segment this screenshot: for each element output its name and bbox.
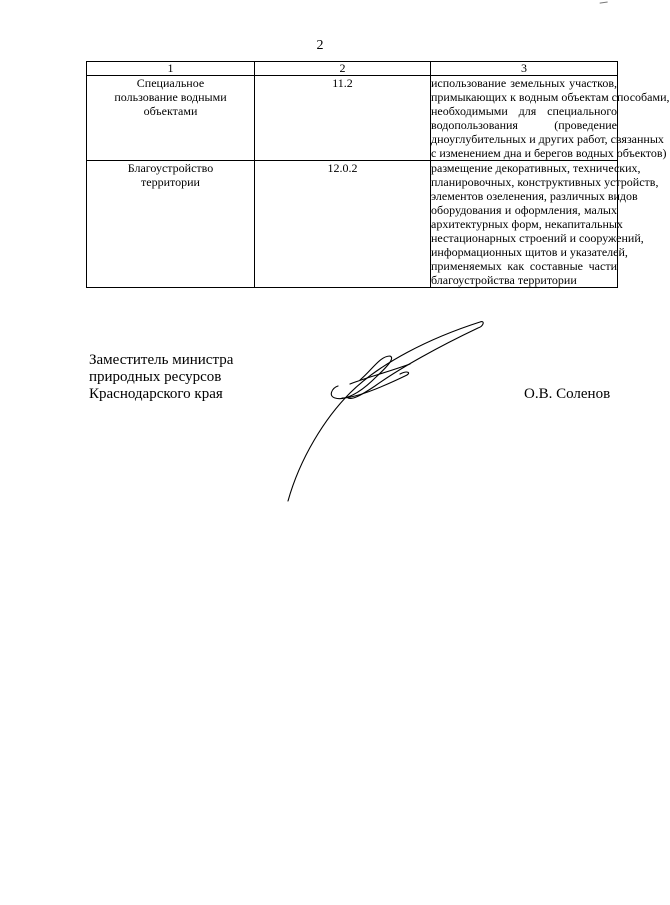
table-row: [87, 161, 618, 288]
signatory-position-line: Краснодарского края: [89, 386, 223, 402]
land-use-name-line: объектами: [143, 104, 198, 118]
handwritten-signature: [280, 318, 495, 508]
description-line: водопользования (проведение: [431, 118, 617, 132]
description-line: необходимыми для специального: [431, 104, 617, 118]
land-use-name-cell: [87, 161, 255, 288]
corner-mark: [600, 1, 609, 8]
description-line: размещение декоративных, технических,: [431, 161, 641, 175]
table-row: [87, 76, 618, 161]
signatory-name: О.В. Соленов: [524, 386, 611, 402]
land-use-table: [86, 61, 670, 288]
land-use-description-cell: [431, 161, 659, 288]
table-header-row: [87, 62, 618, 76]
description-line: примыкающих к водным объектам способами,: [431, 90, 670, 104]
signatory-position: [89, 352, 233, 403]
description-line: планировочных, конструктивных устройств,: [431, 175, 659, 189]
signatory-position-line: Заместитель министра: [89, 352, 234, 368]
description-line: благоустройства территории: [431, 273, 577, 287]
signatory-position-line: природных ресурсов: [89, 369, 222, 385]
description-line: архитектурных форм, некапитальных: [431, 217, 623, 231]
description-line: дноуглубительных и других работ, связанных: [431, 132, 664, 146]
land-use-name-line: Благоустройство: [127, 161, 214, 175]
land-use-name-line: территории: [141, 175, 200, 189]
land-use-code-cell: 11.2: [255, 76, 431, 161]
land-use-name-cell: [87, 76, 255, 161]
land-use-description-cell: [431, 76, 670, 161]
land-use-code-cell: 12.0.2: [255, 161, 431, 288]
description-line: элементов озеленения, различных видов: [431, 189, 638, 203]
description-line: использование земельных участков,: [431, 76, 617, 90]
description-line: применяемых как составные части: [431, 259, 617, 273]
page-number: 2: [316, 38, 324, 53]
column-header-2: 2: [255, 62, 431, 76]
description-line: нестационарных строений и сооружений,: [431, 231, 644, 245]
land-use-name-line: Специальное: [136, 76, 205, 90]
description-line: с изменением дна и берегов водных объектов): [431, 146, 667, 160]
column-header-1: 1: [87, 62, 255, 76]
description-line: информационных щитов и указателей,: [431, 245, 628, 259]
column-header-3: 3: [431, 62, 618, 76]
land-use-name-line: пользование водными: [114, 90, 227, 104]
description-line: оборудования и оформления, малых: [431, 203, 617, 217]
